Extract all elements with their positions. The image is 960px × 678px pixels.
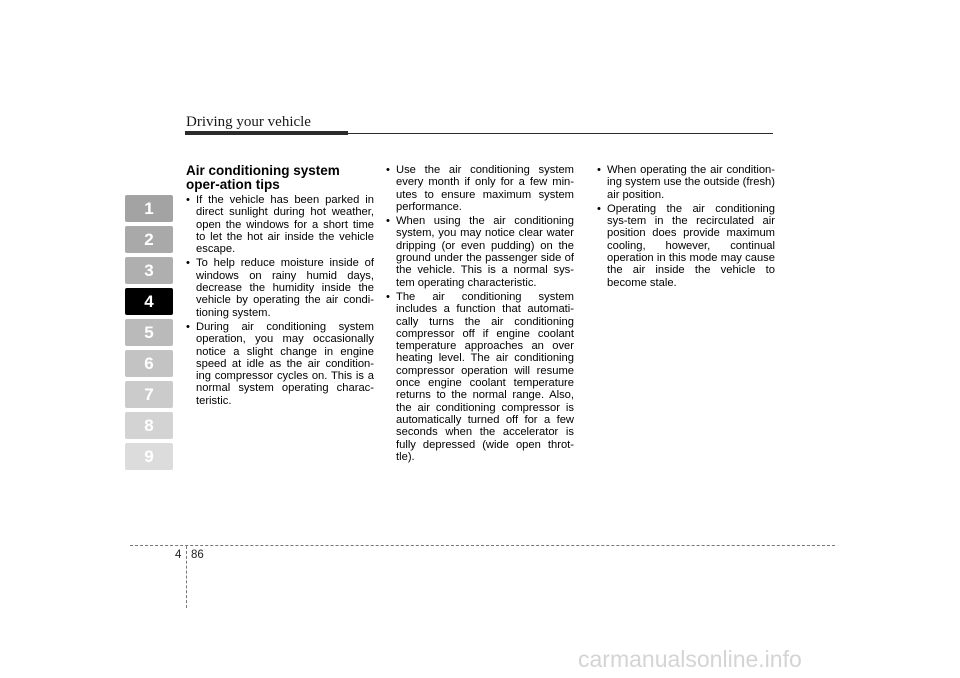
footer-rule [130, 545, 835, 546]
list-item: • Operating the air conditioning sys-tem in the recirculated air position does provide maximum cooling, however, continual operation in this mode may cause the air inside the vehicle to become stale. [597, 203, 775, 289]
header-bar [185, 131, 348, 135]
chapter-tab-5[interactable]: 5 [125, 319, 173, 346]
footer-page-number: 86 [191, 549, 204, 561]
footer-chapter-number: 4 [175, 549, 182, 561]
footer-divider [186, 546, 187, 608]
list-item: • The air conditioning system includes a function that automati-cally turns the air conditioning compressor off if engine coolant temperature approaches an over heating level. The air conditioning compressor operation will resume once engine coolant temperature returns to the normal range. Also, the air conditioning compressor is automatically turned off for a few seconds when the accelerator is fully depressed (wide open throt-tle). [386, 291, 574, 463]
chapter-tab-3[interactable]: 3 [125, 257, 173, 284]
chapter-tab-4[interactable]: 4 [125, 288, 173, 315]
tips-list-2 [386, 164, 574, 463]
list-item: • During air conditioning system operation, you may occasionally notice a slight change in engine speed at idle as the air condition-ing compressor cycles on. This is a normal system operating charac-teristic. [186, 321, 374, 407]
text-column-2 [386, 164, 574, 465]
header-rule [348, 133, 773, 134]
tips-list-3 [597, 164, 775, 289]
chapter-tab-6[interactable]: 6 [125, 350, 173, 377]
chapter-tab-2[interactable]: 2 [125, 226, 173, 253]
chapter-tabs [125, 195, 173, 474]
list-item: • Use the air conditioning system every month if only for a few min-utes to ensure maximum system performance. [386, 164, 574, 213]
section-title: Air conditioning system oper-ation tips [186, 163, 340, 192]
text-column-3 [597, 164, 775, 291]
chapter-tab-8[interactable]: 8 [125, 412, 173, 439]
list-item: • If the vehicle has been parked in direct sunlight during hot weather, open the windows for a short time to let the hot air inside the vehicle escape. [186, 194, 374, 255]
chapter-tab-1[interactable]: 1 [125, 195, 173, 222]
list-item: • When operating the air condition-ing system use the outside (fresh) air position. [597, 164, 775, 201]
text-column-1 [186, 164, 374, 409]
page-header-title: Driving your vehicle [186, 114, 311, 130]
chapter-tab-7[interactable]: 7 [125, 381, 173, 408]
list-item: • To help reduce moisture inside of windows on rainy humid days, decrease the humidity inside the vehicle by operating the air condi-tioning system. [186, 257, 374, 318]
chapter-tab-9[interactable]: 9 [125, 443, 173, 470]
tips-list-1 [186, 194, 374, 407]
watermark-text: carmanualsonline.info [578, 646, 802, 672]
list-item: • When using the air conditioning system, you may notice clear water dripping (or even pudding) on the ground under the passenger side of the vehicle. This is a normal sys-tem operating characteristic. [386, 215, 574, 289]
